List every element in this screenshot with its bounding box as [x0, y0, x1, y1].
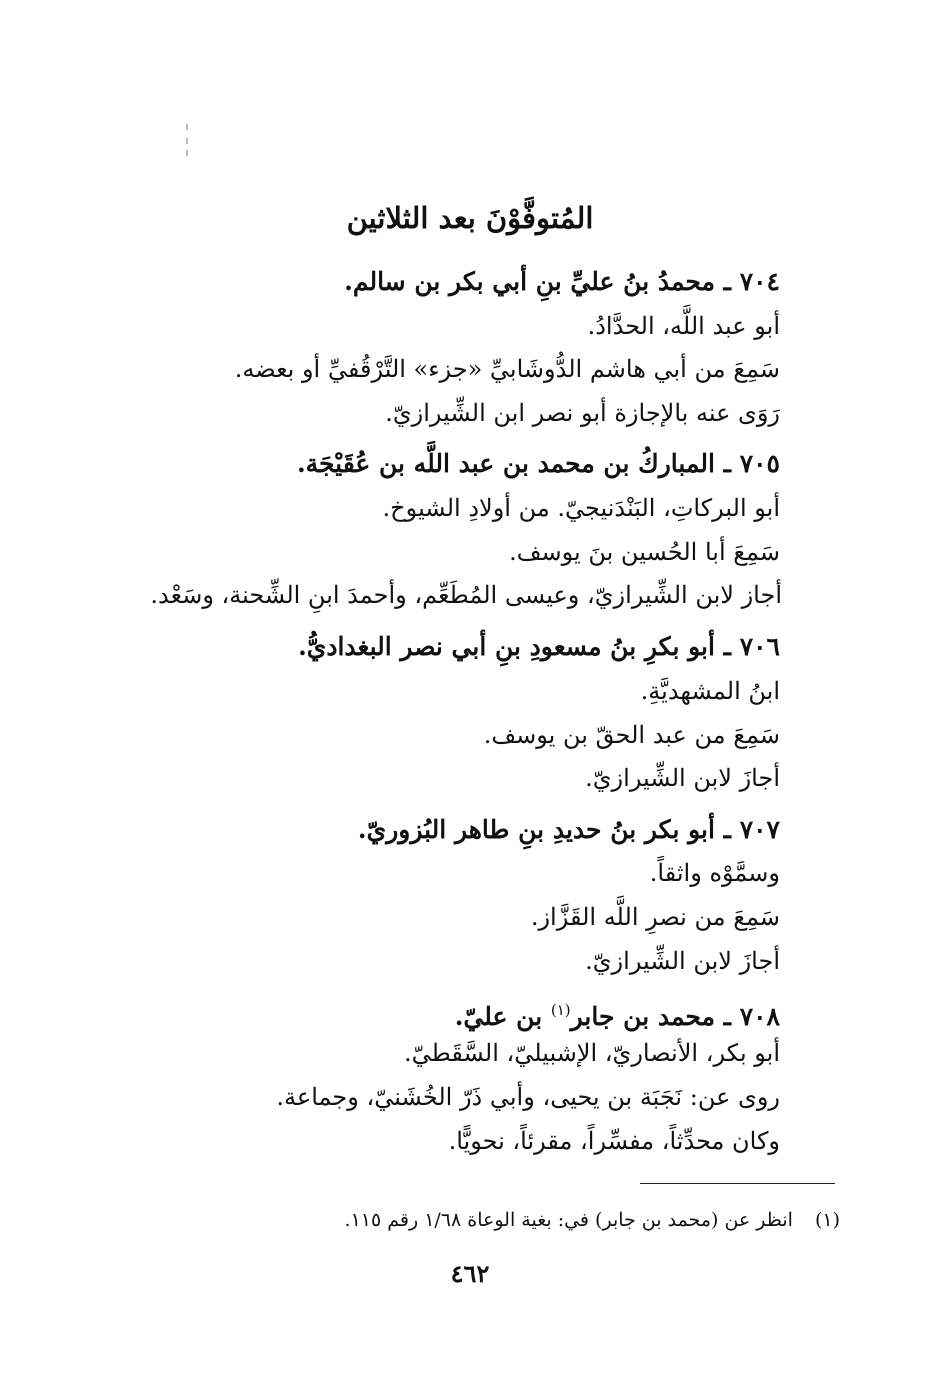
entry-706-line-3: أجازَ لابن الشِّيرازيّ. [585, 764, 780, 792]
scan-specks [186, 120, 190, 160]
entry-704-line-1: أبو عبد اللَّه، الحدَّادُ. [587, 312, 780, 340]
page-number: ٤٦٢ [450, 1259, 490, 1288]
entry-707-line-2: سَمِعَ من نصرِ اللَّه القَزَّاز. [530, 903, 780, 931]
entry-704-heading: ٧٠٤ ـ محمدُ بنُ عليِّ بنِ أبي بكر بن سالم. [344, 267, 780, 296]
footnote-number: (١) [814, 1209, 840, 1231]
entry-708-line-3: وكان محدِّثاً، مفسِّراً، مقرئاً، نحويًّا. [448, 1127, 780, 1155]
entry-704-line-3: رَوَى عنه بالإجازة أبو نصر ابن الشِّيرازيّ. [385, 399, 780, 427]
entry-706-heading: ٧٠٦ ـ أبو بكرِ بنُ مسعودِ بنِ أبي نصر البغداديُّ. [298, 632, 780, 661]
entry-704-line-2: سَمِعَ من أبي هاشم الدُّوشَابيِّ «جزء» التَّرْقُفيِّ أو بعضه. [234, 355, 780, 383]
entry-705-line-3: أجاز لابن الشِّيرازيّ، وعيسى المُطَعِّم، وأحمدَ ابنِ الشِّحنة، وسَعْد. [150, 581, 782, 609]
entry-708-heading-start: ٧٠٨ ـ محمد بن جابر [570, 1002, 780, 1031]
footnote-reference: (١) [550, 1001, 571, 1019]
entry-708-line-1: أبو بكر، الأنصاريّ، الإشبيليّ، السَّقَطيّ. [404, 1039, 780, 1067]
entry-705-line-2: سَمِعَ أبا الحُسين بنَ يوسف. [509, 538, 780, 566]
entry-707-heading: ٧٠٧ ـ أبو بكر بنُ حديدِ بنِ طاهر البُزوريّ. [357, 815, 780, 844]
footnote [345, 1204, 840, 1236]
entry-706-line-2: سَمِعَ من عبد الحقّ بن يوسف. [483, 721, 780, 749]
footnote-divider [640, 1183, 835, 1184]
entry-706-line-1: ابنُ المشهديَّةِ. [640, 677, 780, 705]
entry-707-line-1: وسمَّوْه واثقاً. [649, 859, 780, 887]
entry-707-line-3: أجازَ لابن الشِّيرازيّ. [585, 947, 780, 975]
footnote-text: انظر عن (محمد بن جابر) في: بغية الوعاة ١/٦٨ رقم ١١٥. [344, 1209, 793, 1231]
entry-705-line-1: أبو البركاتِ، البَنْدَنيجيّ. من أولادِ الشيوخ. [382, 494, 780, 522]
entry-708-line-2: روى عن: نَجَبَة بن يحيى، وأبي ذَرّ الخُشَنيّ، وجماعة. [276, 1083, 780, 1111]
entry-708-heading [455, 990, 780, 1037]
page-title: المُتوفَّوْنَ بعد الثلاثين [346, 201, 594, 235]
entry-708-heading-end: بن عليّ. [454, 1002, 551, 1031]
entry-705-heading: ٧٠٥ ـ المباركُ بن محمد بن عبد اللَّه بن عُقَيْجَة. [296, 449, 780, 478]
